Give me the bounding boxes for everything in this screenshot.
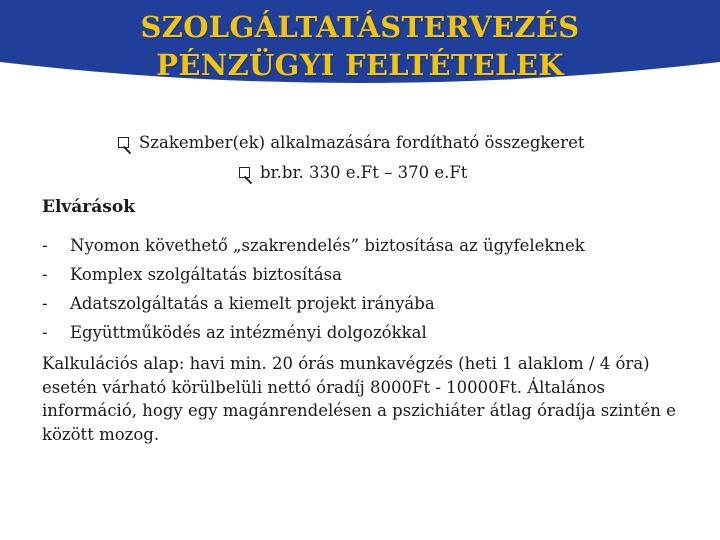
title-line-1: SZOLGÁLTATÁSTERVEZÉS	[140, 10, 580, 44]
list-item	[42, 318, 585, 347]
dash-bullet: -	[42, 323, 48, 342]
slide-title	[0, 8, 720, 84]
title-line-2: PÉNZÜGYI FELTÉTELEK	[156, 48, 564, 82]
question-1-text: Szakember(ek) alkalmazására fordítható összegkeret	[139, 133, 585, 152]
expectations-list	[42, 231, 585, 347]
dash-bullet: -	[42, 236, 48, 255]
list-item-text: Adatszolgáltatás a kiemelt projekt irányába	[70, 294, 435, 313]
checkbox-q-icon	[118, 137, 129, 148]
list-item	[42, 289, 585, 318]
list-item-text: Együttműködés az intézményi dolgozókkal	[70, 323, 427, 342]
title-banner	[0, 0, 720, 92]
list-item	[42, 231, 585, 260]
question-item-1	[118, 133, 584, 152]
list-item	[42, 260, 585, 289]
list-item-text: Nyomon követhető „szakrendelés” biztosítása az ügyfeleknek	[70, 236, 585, 255]
list-item-text: Komplex szolgáltatás biztosítása	[70, 265, 342, 284]
expectations-heading: Elvárások	[42, 197, 135, 217]
question-2-text: br.br. 330 e.Ft – 370 e.Ft	[260, 163, 468, 182]
question-item-2	[239, 163, 467, 182]
dash-bullet: -	[42, 265, 48, 284]
checkbox-q-icon	[239, 167, 250, 178]
dash-bullet: -	[42, 294, 48, 313]
calculation-paragraph: Kalkulációs alap: havi min. 20 órás munkavégzés (heti 1 alaklom / 4 óra) esetén várható körülbelüli nettó óradíj 8000Ft - 10000Ft. Általános információ, hogy egy magánrendelésen a pszichiáter átlag óradíja szintén e között mozog.	[42, 354, 676, 444]
